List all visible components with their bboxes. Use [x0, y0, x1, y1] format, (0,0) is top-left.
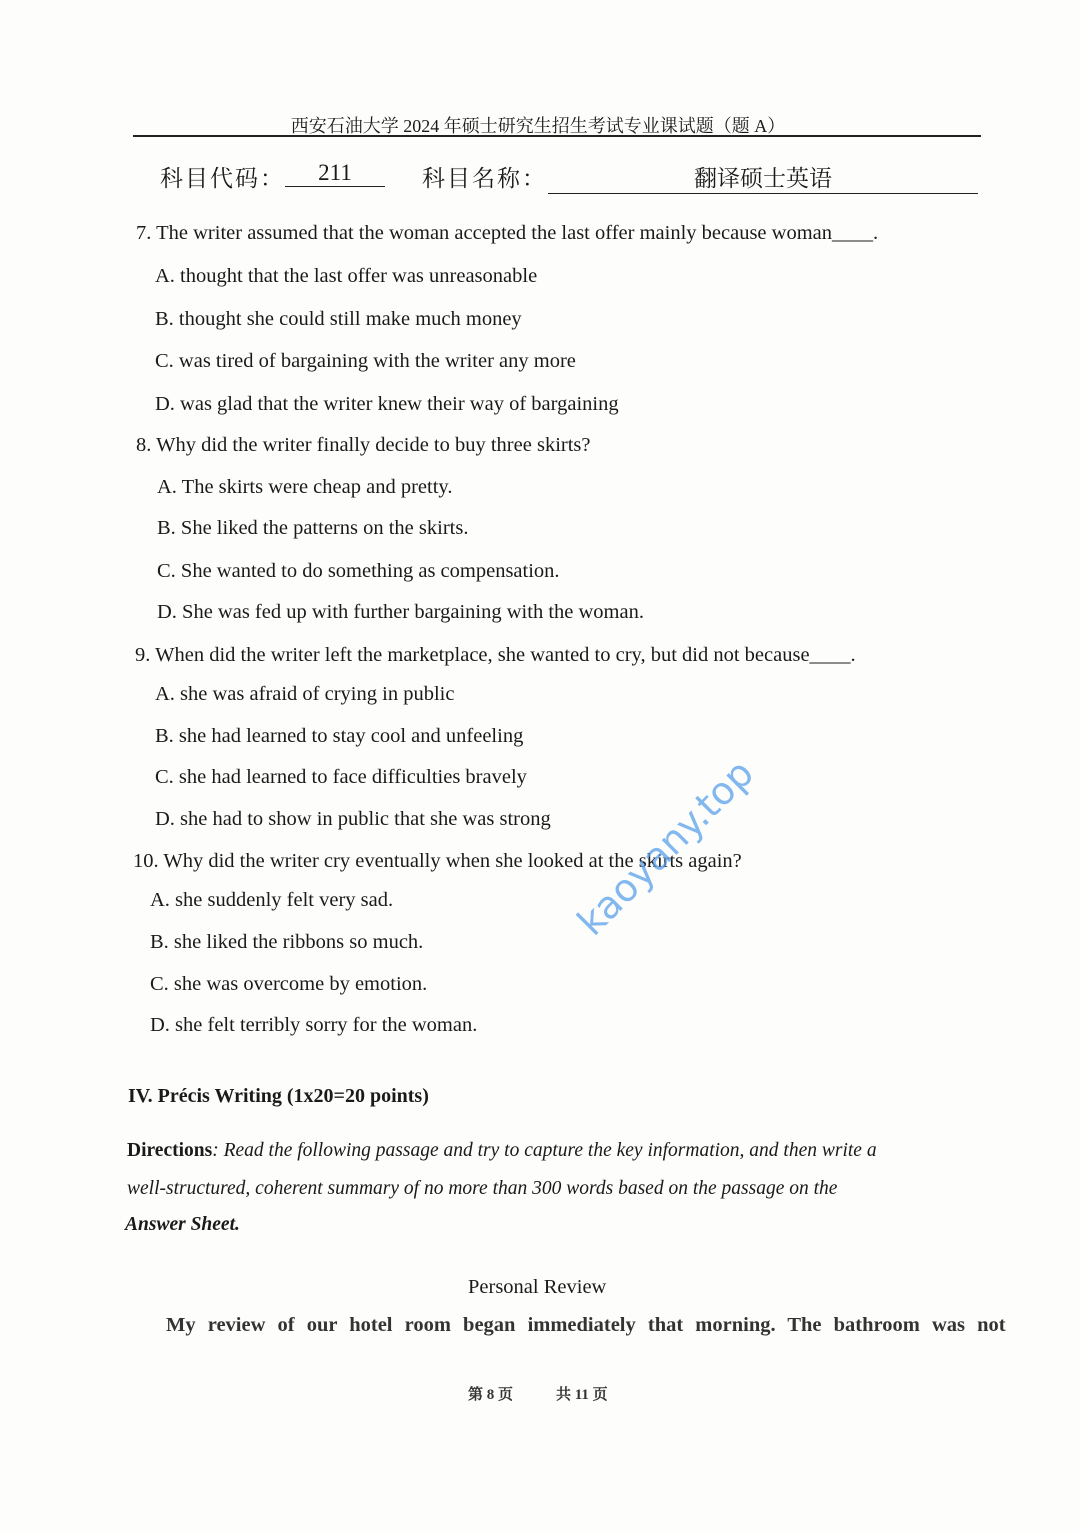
page-total: 共 11 页	[556, 1387, 608, 1403]
watermark: kaoyany.top	[568, 750, 763, 944]
question-option: C. was tired of bargaining with the writer any more	[155, 350, 576, 372]
question-option: C. She wanted to do something as compensation.	[157, 560, 560, 582]
directions-line-3: Answer Sheet.	[125, 1214, 240, 1235]
section-title: IV. Précis Writing (1x20=20 points)	[128, 1085, 429, 1107]
passage-text: My review of our hotel room began immediately that morning. The bathroom was not	[166, 1314, 1006, 1336]
question-option: B. she liked the ribbons so much.	[150, 931, 424, 953]
question-stem: 9. When did the writer left the marketplace, she wanted to cry, but did not because____.	[135, 644, 856, 666]
question-option: D. She was fed up with further bargaining with the woman.	[157, 601, 644, 623]
page-number: 第 8 页	[468, 1387, 514, 1403]
question-stem: 7. The writer assumed that the woman accepted the last offer mainly because woman____.	[136, 222, 879, 244]
subject-code: 211	[285, 160, 385, 187]
question-stem: 10. Why did the writer cry eventually when she looked at the skirts again?	[133, 850, 742, 872]
question-option: C. she was overcome by emotion.	[150, 973, 428, 995]
subject-name: 翻译硕士英语	[548, 160, 978, 194]
question-option: A. she was afraid of crying in public	[155, 683, 455, 705]
question-option: C. she had learned to face difficulties bravely	[155, 766, 527, 788]
question-option: B. thought she could still make much money	[155, 308, 522, 330]
question-option: D. she had to show in public that she was strong	[155, 808, 551, 830]
directions-line-1	[127, 1140, 877, 1162]
header-rule	[133, 135, 981, 137]
exam-header-title: 西安石油大学 2024 年硕士研究生招生考试专业课试题（题 A）	[290, 116, 786, 136]
question-stem: 8. Why did the writer finally decide to buy three skirts?	[136, 434, 591, 456]
question-option: A. she suddenly felt very sad.	[150, 889, 394, 911]
directions-text: : Read the following passage and try to capture the key information, and then write a	[212, 1140, 877, 1161]
directions-label: Directions	[127, 1140, 213, 1161]
passage-title: Personal Review	[468, 1276, 607, 1298]
subject-name-label: 科目名称：	[422, 166, 547, 192]
question-option: A. thought that the last offer was unreasonable	[155, 265, 538, 287]
subject-code-label: 科目代码：	[160, 166, 285, 192]
question-option: B. She liked the patterns on the skirts.	[157, 517, 469, 539]
question-option: B. she had learned to stay cool and unfeeling	[155, 725, 524, 747]
question-option: D. she felt terribly sorry for the woman.	[150, 1014, 478, 1036]
question-option: A. The skirts were cheap and pretty.	[157, 476, 453, 498]
directions-line-2: well-structured, coherent summary of no more than 300 words based on the passage on the	[127, 1178, 838, 1199]
question-option: D. was glad that the writer knew their way of bargaining	[155, 393, 619, 415]
